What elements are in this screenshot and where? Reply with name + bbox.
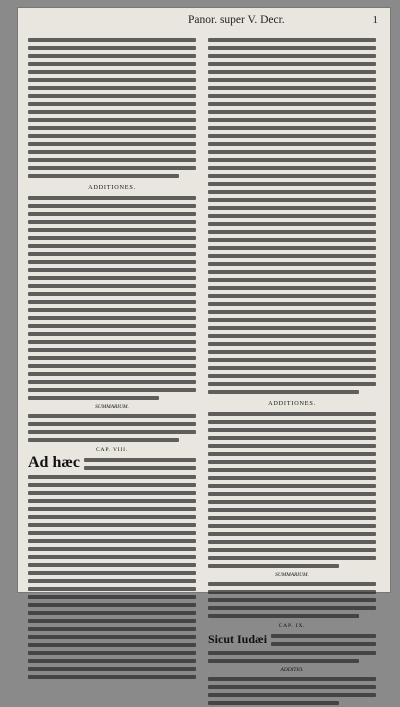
page-header	[18, 14, 390, 30]
right-initial-word: Sicut Iudæi	[208, 632, 268, 646]
right-chapter-heading: CAP. IX.	[278, 623, 306, 629]
left-additiones-heading: ADDITIONES.	[88, 184, 136, 191]
page-number: 1	[372, 14, 378, 26]
left-chapter-text	[28, 473, 196, 681]
left-column	[28, 36, 196, 681]
right-chapter-opening	[208, 632, 376, 648]
left-chapter-opening	[28, 456, 196, 472]
book-page	[18, 8, 390, 673]
right-chapter-text	[208, 649, 376, 665]
right-additiones-text	[208, 410, 376, 570]
running-title: Panor. super V. Decr.	[188, 14, 285, 26]
right-summarium-text	[208, 580, 376, 620]
left-chapter-heading: CAP. VIII.	[96, 447, 128, 453]
left-text-block-1	[28, 36, 196, 180]
right-additiones-heading: ADDITIONES.	[268, 400, 316, 407]
right-summarium-heading: SUMMARIUM.	[275, 572, 309, 578]
left-initial-word: Ad hæc	[28, 454, 81, 471]
left-additiones-text	[28, 194, 196, 402]
left-summarium-heading: SUMMARIUM.	[95, 404, 129, 410]
right-column	[208, 36, 376, 707]
right-additio-text	[208, 675, 376, 707]
left-summarium-text	[28, 412, 196, 444]
right-text-block-1	[208, 36, 376, 396]
right-additio-heading: ADDITIO.	[280, 667, 304, 673]
